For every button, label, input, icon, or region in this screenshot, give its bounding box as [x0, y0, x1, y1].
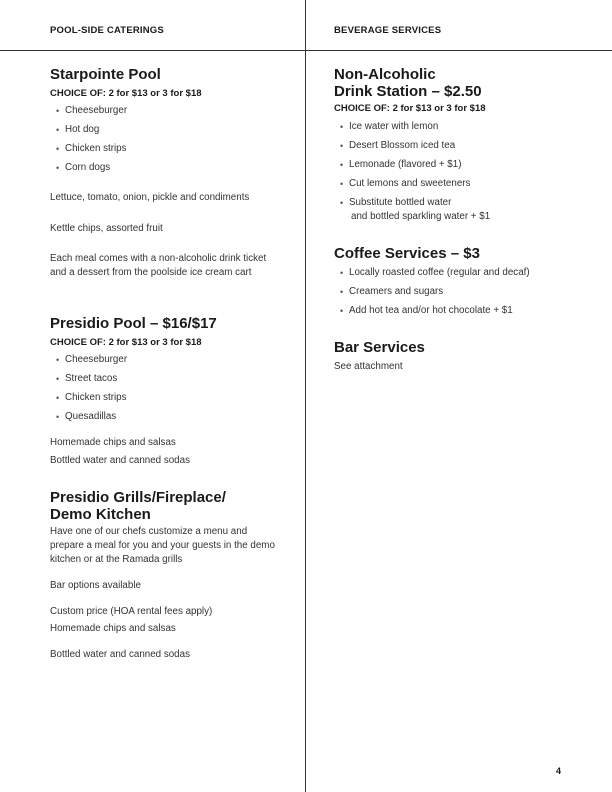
list-item: • Hot dog	[56, 124, 100, 135]
list-item: • Corn dogs	[56, 162, 111, 173]
presidio-pool-note: Bottled water and canned sodas	[50, 455, 190, 466]
column-header-pool-side: POOL-SIDE CATERINGS	[50, 25, 164, 36]
list-item: • Chicken strips	[56, 392, 127, 403]
section-title-non-alcoholic: Non-Alcoholic Drink Station – $2.50	[334, 66, 482, 100]
list-item: • Locally roasted coffee (regular and decaf)	[340, 267, 530, 278]
section-title-coffee: Coffee Services – $3	[334, 245, 480, 262]
list-item: • Quesadillas	[56, 411, 117, 422]
starpointe-note: Kettle chips, assorted fruit	[50, 223, 163, 234]
presidio-pool-choice: CHOICE OF: 2 for $13 or 3 for $18	[50, 337, 202, 348]
list-item: • Ice water with lemon	[340, 121, 439, 132]
list-item: • Desert Blossom iced tea	[340, 140, 456, 151]
section-title-starpointe: Starpointe Pool	[50, 66, 161, 83]
list-item: • Chicken strips	[56, 143, 127, 154]
presidio-pool-note: Homemade chips and salsas	[50, 437, 176, 448]
list-item: • Cheeseburger	[56, 105, 128, 116]
bar-note: See attachment	[334, 361, 403, 372]
starpointe-note: Each meal comes with a non-alcoholic drink ticket and a dessert from the poolside ice cream cart	[50, 253, 267, 278]
list-item: • Cut lemons and sweeteners	[340, 178, 471, 189]
presidio-grills-note: Have one of our chefs customize a menu and prepare a meal for you and your guests in the demo kitchen or at the Ramada grills	[50, 526, 275, 565]
section-title-bar: Bar Services	[334, 339, 425, 356]
presidio-grills-note: Bar options available	[50, 580, 141, 591]
starpointe-choice: CHOICE OF: 2 for $13 or 3 for $18	[50, 88, 202, 99]
page-number: 4	[556, 766, 562, 776]
non-alcoholic-choice: CHOICE OF: 2 for $13 or 3 for $18	[334, 103, 486, 114]
list-item: • Add hot tea and/or hot chocolate + $1	[340, 305, 513, 316]
list-item: • Street tacos	[56, 373, 118, 384]
section-title-presidio-grills: Presidio Grills/Fireplace/ Demo Kitchen	[50, 489, 226, 523]
list-item: • Creamers and sugars	[340, 286, 444, 297]
presidio-grills-note: Homemade chips and salsas	[50, 623, 176, 634]
presidio-grills-note: Custom price (HOA rental fees apply)	[50, 606, 213, 617]
header-divider	[0, 50, 612, 51]
list-item: • Cheeseburger	[56, 354, 128, 365]
section-title-presidio-pool: Presidio Pool – $16/$17	[50, 315, 217, 332]
column-header-beverage: BEVERAGE SERVICES	[334, 25, 442, 36]
list-item: • Substitute bottled water	[340, 197, 452, 208]
list-item-continuation: and bottled sparkling water + $1	[351, 211, 491, 222]
presidio-grills-note: Bottled water and canned sodas	[50, 649, 190, 660]
list-item: • Lemonade (flavored + $1)	[340, 159, 462, 170]
starpointe-note: Lettuce, tomato, onion, pickle and condiments	[50, 192, 250, 203]
column-divider	[305, 0, 306, 792]
